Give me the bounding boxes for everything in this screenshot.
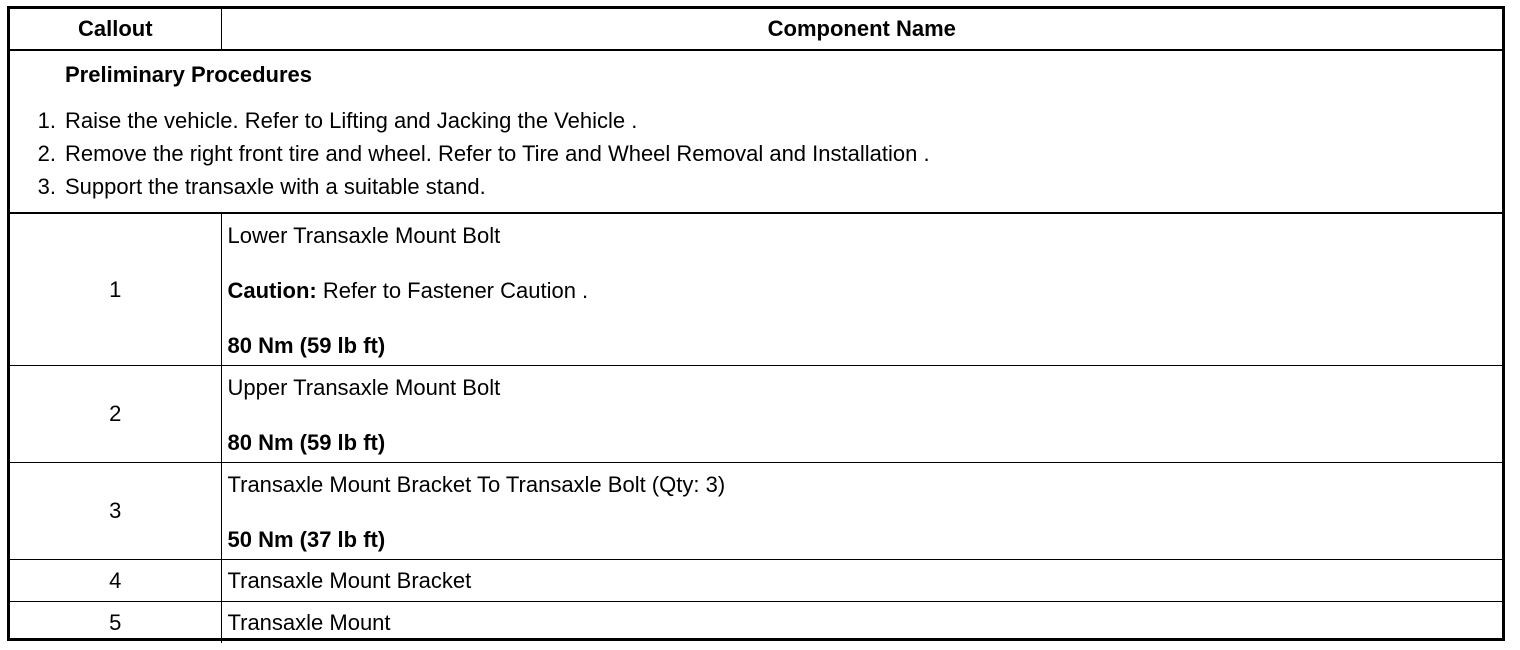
preliminary-procedures-title: Preliminary Procedures	[65, 62, 313, 87]
preliminary-procedures-row	[10, 50, 1502, 213]
step-text: Raise the vehicle. Refer to Lifting and Jacking the Vehicle .	[65, 108, 638, 133]
table-header-row	[10, 9, 1502, 50]
caution-label: Caution:	[227, 278, 317, 303]
procedure-step	[10, 142, 1502, 166]
callout-cell: 3	[10, 463, 221, 560]
table-row	[10, 213, 1502, 366]
component-name: Lower Transaxle Mount Bolt	[227, 223, 501, 248]
component-name: Transaxle Mount	[221, 602, 1502, 644]
header-callout: Callout	[10, 9, 221, 50]
callout-cell: 5	[10, 602, 221, 644]
table-row	[10, 560, 1502, 602]
caution-note	[228, 279, 1503, 303]
step-number: 1.	[37, 108, 56, 133]
table-row	[10, 602, 1502, 644]
table-row	[10, 463, 1502, 560]
component-table	[10, 9, 1502, 643]
torque-spec: 50 Nm (37 lb ft)	[227, 527, 386, 552]
callout-cell: 2	[10, 366, 221, 463]
component-name: Upper Transaxle Mount Bolt	[227, 375, 501, 400]
component-table-container	[7, 6, 1505, 641]
table-row	[10, 366, 1502, 463]
procedure-step	[10, 109, 1502, 133]
callout-cell: 4	[10, 560, 221, 602]
step-text: Remove the right front tire and wheel. Refer to Tire and Wheel Removal and Installation .	[65, 141, 930, 166]
torque-spec: 80 Nm (59 lb ft)	[227, 430, 386, 455]
caution-text: Refer to Fastener Caution .	[316, 278, 589, 303]
component-name: Transaxle Mount Bracket To Transaxle Bolt (Qty: 3)	[227, 472, 726, 497]
header-component-name: Component Name	[221, 9, 1502, 50]
step-text: Support the transaxle with a suitable stand.	[65, 174, 486, 199]
callout-cell: 1	[10, 213, 221, 366]
step-number: 2.	[37, 141, 56, 166]
procedure-step	[10, 175, 1502, 199]
torque-spec: 80 Nm (59 lb ft)	[227, 333, 386, 358]
step-number: 3.	[37, 174, 56, 199]
component-name: Transaxle Mount Bracket	[221, 560, 1502, 602]
